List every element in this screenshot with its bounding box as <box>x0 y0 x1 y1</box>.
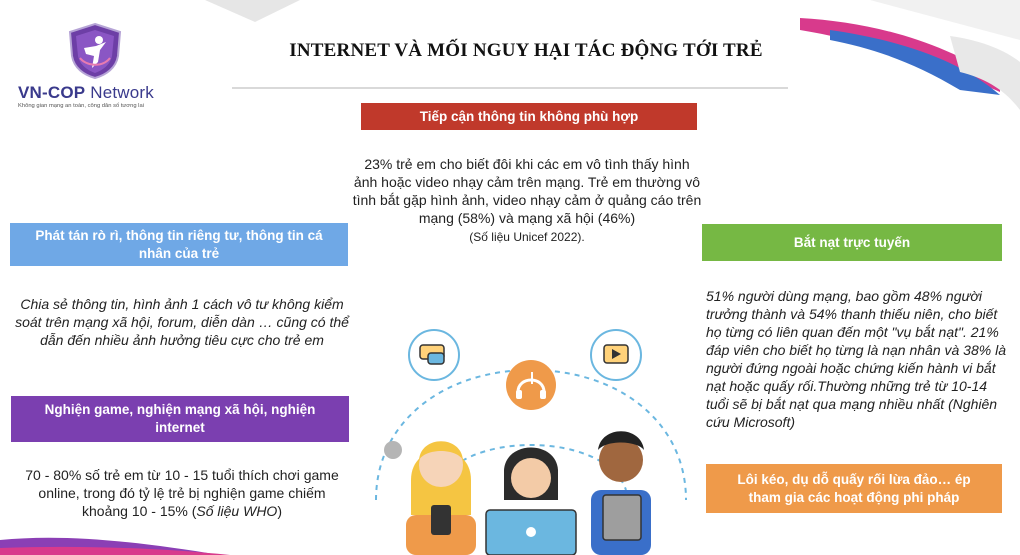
child-girl-laptop <box>486 448 576 555</box>
luring-heading-box <box>706 464 1002 513</box>
title-divider <box>232 87 788 89</box>
headphones-music-icon <box>506 360 556 410</box>
logo-brand-network: Network <box>85 83 154 102</box>
bullying-body: 51% người dùng mạng, bao gồm 48% người trưởng thành và 54% thanh thiếu niên, cho biết họ từng có liên quan đến một "vụ bắt nạt". 21% đáp viên cho biết họ từng là nạn nhân và 38% là người đứng ngoài hoặc chứng kiến hành vi bắt nạt hoặc quấy rối.Thường những trẻ từ 10-14 tuổi sẽ bị bắt nạt qua mạng nhiều nhất (Nghiên cứu Microsoft) <box>706 288 1006 430</box>
video-play-icon <box>591 330 641 380</box>
addiction-heading: Nghiện game, nghiện mạng xã hội, nghiện internet <box>44 402 316 435</box>
page-title: INTERNET VÀ MỐI NGUY HẠI TÁC ĐỘNG TỚI TRẺ <box>289 40 763 61</box>
bullying-heading: Bắt nạt trực tuyến <box>793 234 911 250</box>
logo-tagline: Không gian mạng an toàn, công dân số tương lai <box>18 103 144 109</box>
luring-heading: Lôi kéo, dụ dỗ quấy rối lừa đảo… ép tham gia các hoạt động phi pháp <box>737 471 971 505</box>
content-body: 23% trẻ em cho biết đôi khi các em vô tình thấy hình ảnh hoặc video nhạy cảm trên mạng. Trẻ em thường vô tình bắt gặp hình ảnh, video nhạy cảm ở quảng cáo trên mạng (58%) và mạng xã hội (46%) <box>352 156 702 226</box>
children-devices-illustration <box>366 300 696 555</box>
content-heading-box <box>361 103 697 130</box>
addiction-heading-box <box>11 396 349 442</box>
chat-bubble-icon <box>409 330 459 380</box>
bullying-heading-box <box>702 224 1002 261</box>
addiction-body-end: ) <box>277 503 282 519</box>
logo-wordmark <box>18 83 154 103</box>
child-boy-tablet <box>591 431 651 555</box>
content-text <box>352 155 702 246</box>
privacy-heading: Phát tán rò rì, thông tin riêng tư, thông tin cá nhân của trẻ <box>35 227 323 261</box>
content-source: (Số liệu Unicef 2022). <box>469 230 585 244</box>
addiction-source: Số liệu WHO <box>196 503 278 519</box>
privacy-heading-box <box>10 223 348 266</box>
logo-brand: VN-COP <box>18 83 86 102</box>
vn-cop-shield-icon <box>66 22 124 80</box>
content-heading: Tiếp cận thông tin không phù hợp <box>419 108 639 124</box>
privacy-body: Chia sẻ thông tin, hình ảnh 1 cách vô tư không kiểm soát trên mạng xã hội, forum, diễn dàn … cũng có thể dẫn đến nhiều ảnh hưởng tiêu cực cho trẻ em <box>15 296 349 348</box>
addiction-text <box>22 466 342 520</box>
addiction-body: 70 - 80% số trẻ em từ 10 - 15 tuổi thích chơi game online, trong đó tỷ lệ trẻ bị nghiện game chiếm khoảng 10 - 15% ( <box>25 467 339 519</box>
